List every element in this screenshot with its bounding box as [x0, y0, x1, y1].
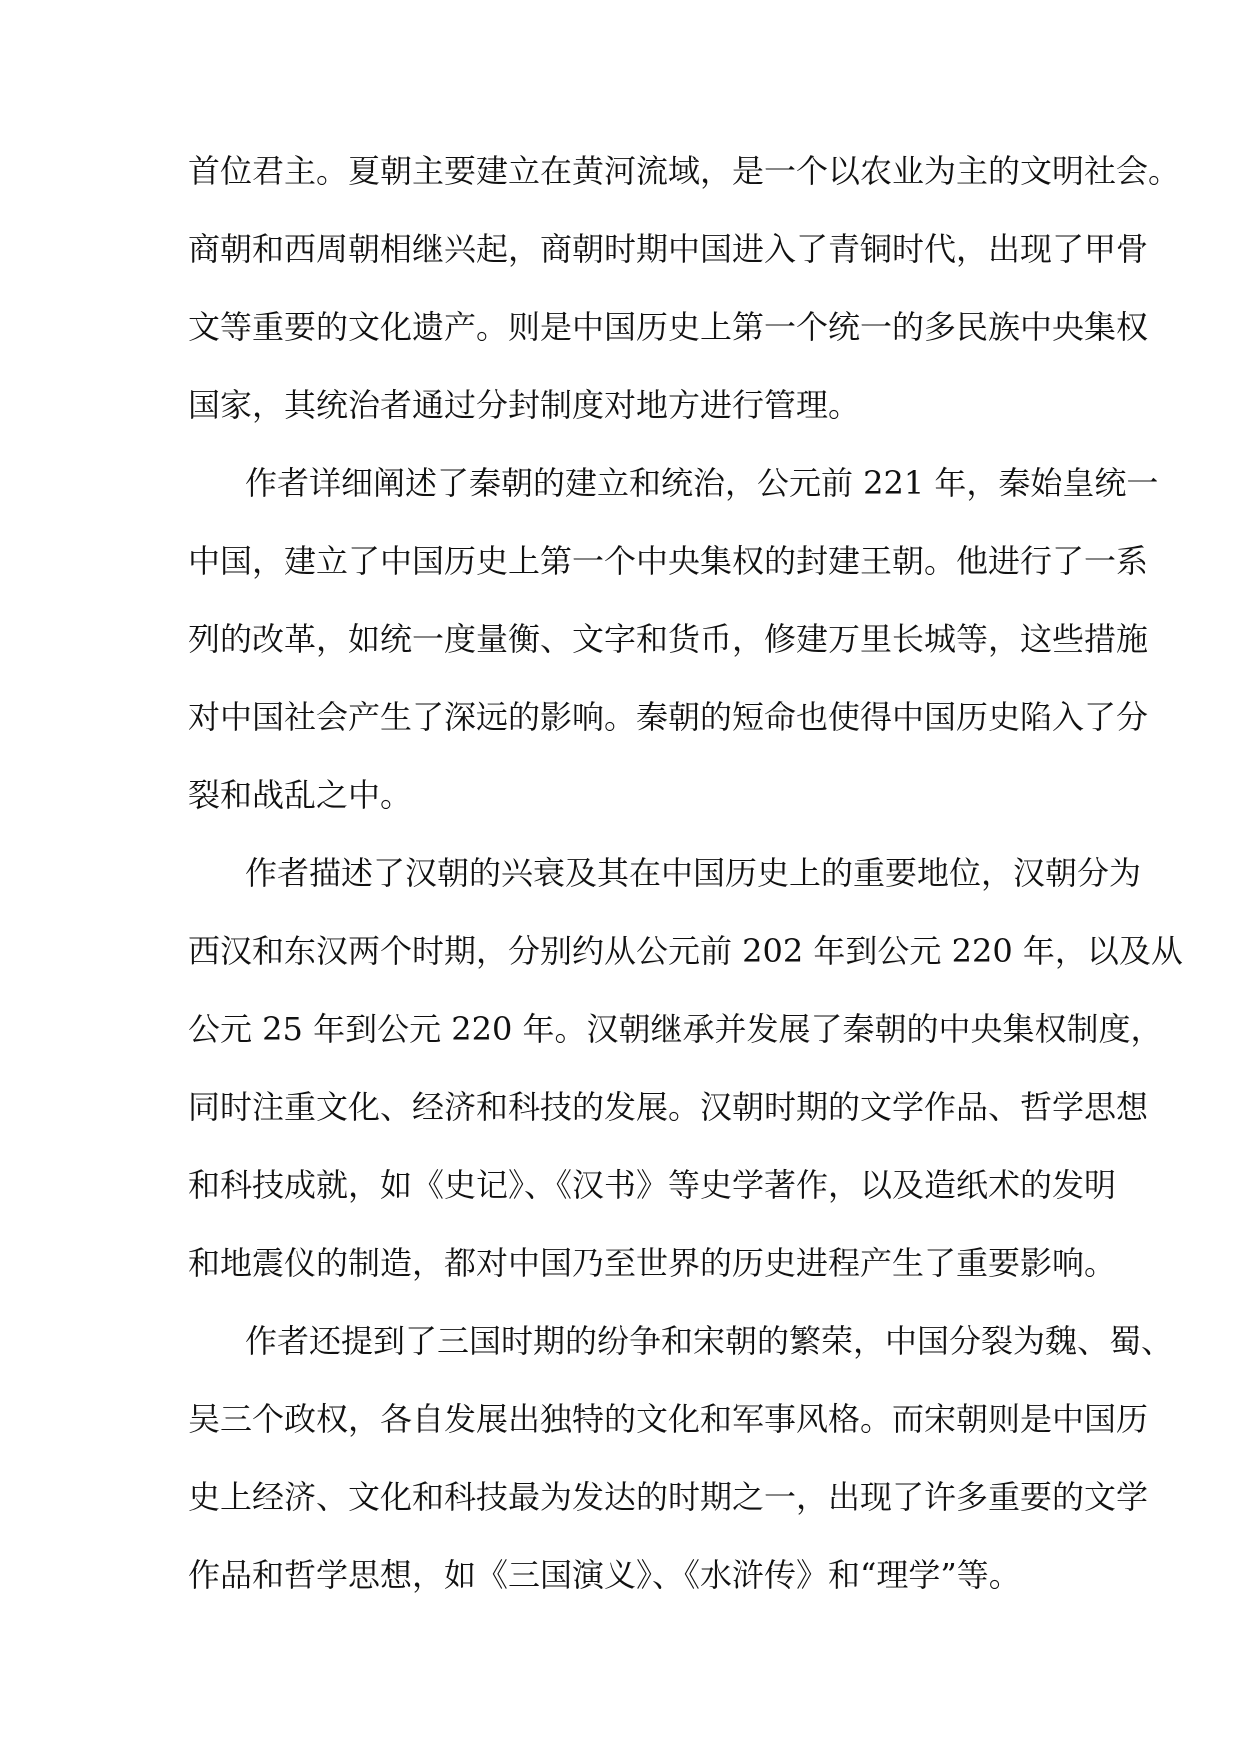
paragraph-3-line-4: 同时注重文化、经济和科技的发展。汉朝时期的文学作品、哲学思想	[188, 1088, 1149, 1126]
paragraph-1-line-3: 文等重要的文化遗产。则是中国历史上第一个统一的多民族中央集权	[188, 308, 1149, 346]
paragraph-4-line-4: 作品和哲学思想，如《三国演义》、《水浒传》和“理学”等。	[188, 1556, 1021, 1594]
paragraph-3-line-1: 作者描述了汉朝的兴衰及其在中国历史上的重要地位，汉朝分为	[245, 854, 1142, 892]
paragraph-3-line-5: 和科技成就，如《史记》、《汉书》等史学著作，以及造纸术的发明	[188, 1166, 1117, 1204]
paragraph-4-line-3: 史上经济、文化和科技最为发达的时期之一，出现了许多重要的文学	[188, 1478, 1149, 1516]
paragraph-1-line-2: 商朝和西周朝相继兴起，商朝时期中国进入了青铜时代，出现了甲骨	[188, 230, 1149, 268]
paragraph-4-line-1: 作者还提到了三国时期的纷争和宋朝的繁荣，中国分裂为魏、蜀、	[245, 1322, 1174, 1360]
paragraph-3-line-3: 公元 25 年到公元 220 年。汉朝继承并发展了秦朝的中央集权制度，	[188, 1010, 1163, 1048]
paragraph-2-line-1: 作者详细阐述了秦朝的建立和统治，公元前 221 年，秦始皇统一	[245, 464, 1159, 502]
paragraph-2-line-5: 裂和战乱之中。	[188, 776, 413, 814]
paragraph-2-line-4: 对中国社会产生了深远的影响。秦朝的短命也使得中国历史陷入了分	[188, 698, 1149, 736]
paragraph-2-line-2: 中国，建立了中国历史上第一个中央集权的封建王朝。他进行了一系	[188, 542, 1149, 580]
paragraph-4-line-2: 吴三个政权，各自发展出独特的文化和军事风格。而宋朝则是中国历	[188, 1400, 1149, 1438]
paragraph-1-line-1: 首位君主。夏朝主要建立在黄河流域，是一个以农业为主的文明社会。	[188, 152, 1181, 190]
paragraph-1-line-4: 国家，其统治者通过分封制度对地方进行管理。	[188, 386, 861, 424]
paragraph-2-line-3: 列的改革，如统一度量衡、文字和货币，修建万里长城等，这些措施	[188, 620, 1149, 658]
paragraph-3-line-2: 西汉和东汉两个时期，分别约从公元前 202 年到公元 220 年，以及从	[188, 932, 1183, 970]
document-body	[188, 143, 1183, 1625]
paragraph-3-line-6: 和地震仪的制造，都对中国乃至世界的历史进程产生了重要影响。	[188, 1244, 1117, 1282]
